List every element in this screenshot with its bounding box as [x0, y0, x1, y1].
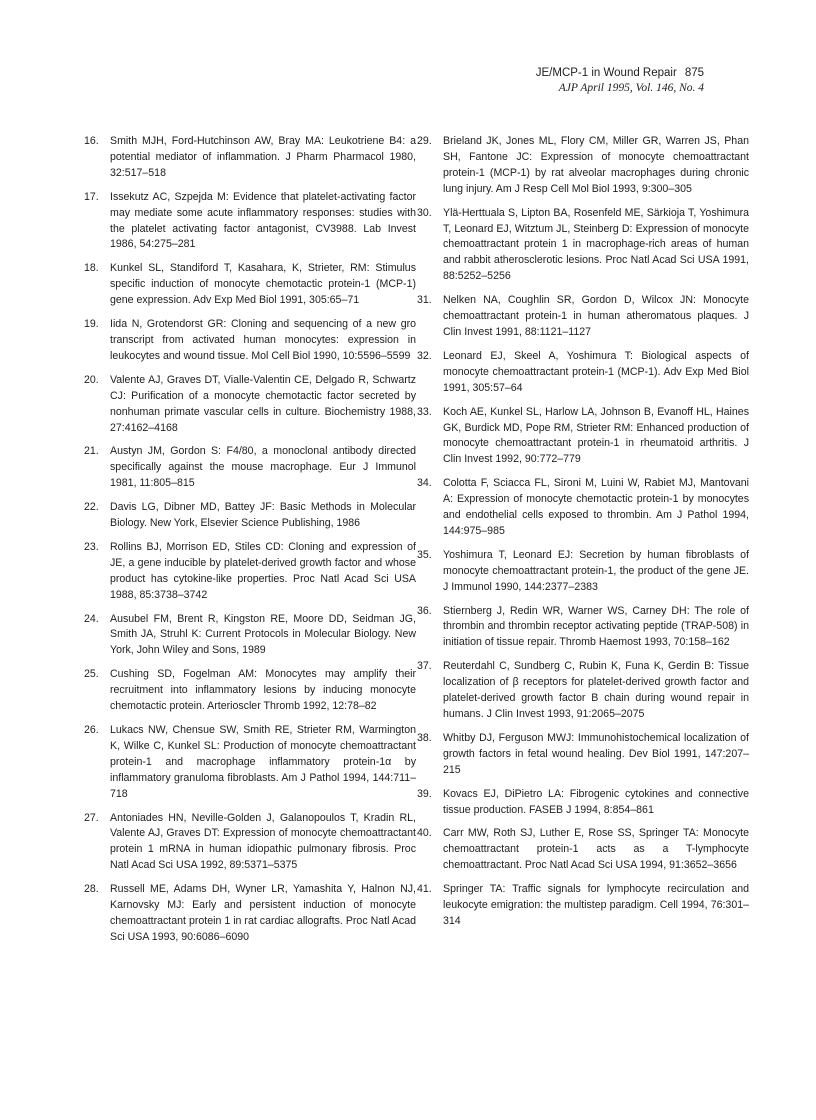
reference-text: Stiernberg J, Redin WR, Warner WS, Carney DH: The role of thrombin and thrombin receptor activating peptide (TRAP-508) in initiation of tissue repair. Thromb Haemost 1993, 70:158–162	[443, 604, 749, 649]
reference-entry	[417, 604, 749, 652]
reference-text: Kunkel SL, Standiford T, Kasahara, K, Strieter, RM: Stimulus specific induction of monocyte chemotactic protein-1 (MCP-1) gene expression. Adv Exp Med Biol 1991, 305:65–71	[110, 262, 416, 307]
reference-text: Yoshimura T, Leonard EJ: Secretion by human fibroblasts of monocyte chemoattractant protein-1, the product of the gene JE. J Immunol 1990, 144:2377–2383	[443, 548, 749, 593]
reference-number: 21.	[84, 445, 99, 458]
reference-number: 23.	[84, 540, 99, 553]
reference-number: 34.	[417, 477, 432, 490]
reference-entry	[417, 476, 749, 540]
reference-entry	[84, 190, 416, 254]
reference-entry	[417, 134, 749, 198]
reference-number: 39.	[417, 787, 432, 800]
page-number: 875	[684, 67, 704, 79]
reference-text: Smith MJH, Ford-Hutchinson AW, Bray MA: Leukotriene B4: a potential mediator of inflammation. J Pharm Pharmacol 1980, 32:517–518	[110, 135, 416, 179]
reference-number: 29.	[417, 135, 432, 147]
reference-text: Leonard EJ, Skeel A, Yoshimura T: Biological aspects of monocyte chemoattractant protein-1 (MCP-1). Adv Exp Med Biol 1991, 305:57–64	[443, 349, 749, 394]
reference-number: 27.	[84, 811, 99, 824]
reference-number: 36.	[417, 604, 432, 617]
reference-number: 37.	[417, 660, 432, 673]
reference-number: 19.	[84, 318, 99, 331]
reference-entry	[84, 134, 416, 182]
reference-number: 40.	[417, 827, 432, 840]
reference-entry	[417, 731, 749, 779]
reference-entry	[84, 811, 416, 875]
reference-entry	[84, 500, 416, 532]
reference-text: Russell ME, Adams DH, Wyner LR, Yamashita Y, Halnon NJ, Karnovsky MJ: Early and persistent induction of monocyte chemoattractant protein 1 in rat cardiac allografts. Proc Natl Acad Sci USA 1993, 90:6086–6090	[110, 883, 416, 943]
reference-entry	[84, 612, 416, 660]
reference-number: 28.	[84, 883, 99, 896]
reference-entry	[417, 405, 749, 469]
reference-number: 41.	[417, 883, 432, 896]
reference-entry	[84, 540, 416, 604]
reference-entry	[84, 667, 416, 715]
reference-text: Iida N, Grotendorst GR: Cloning and sequencing of a new gro transcript from activated human monocytes: expression in leukocytes and wound tissue. Mol Cell Biol 1990, 10:5596–5599	[110, 318, 416, 362]
reference-number: 26.	[84, 724, 99, 736]
reference-text: Brieland JK, Jones ML, Flory CM, Miller GR, Warren JS, Phan SH, Fantone JC: Expression of monocyte chemoattractant protein-1 (MCP-1) by rat alveolar macrophages during chronic lung injury. Am J Resp Cell Mol Biol 1993, 9:300–305	[443, 135, 749, 195]
reference-text: Reuterdahl C, Sundberg C, Rubin K, Funa K, Gerdin B: Tissue localization of β receptors for platelet-derived growth factor and platelet-derived growth factor B chain during wound repair in humans. J Clin Invest 1993, 91:2065–2075	[443, 660, 749, 720]
reference-text: Koch AE, Kunkel SL, Harlow LA, Johnson B, Evanoff HL, Haines GK, Burdick MD, Pope RM, Strieter RM: Enhanced production of monocyte chemoattractant protein-1 in rheumatoid arthritis. J Clin Invest 1992, 90:772–779	[443, 405, 749, 466]
reference-entry	[84, 882, 416, 946]
reference-number: 17.	[84, 190, 99, 203]
reference-entry	[417, 882, 749, 930]
reference-number: 32.	[417, 349, 432, 362]
reference-number: 31.	[417, 294, 432, 307]
reference-text: Rollins BJ, Morrison ED, Stiles CD: Cloning and expression of JE, a gene inducible by platelet-derived growth factor and whose product has cytokine-like properties. Proc Natl Acad Sci USA 1988, 85:3738–3742	[110, 540, 416, 601]
reference-entry	[417, 206, 749, 286]
reference-text: Austyn JM, Gordon S: F4/80, a monoclonal antibody directed specifically against the mouse macrophage. Eur J Immunol 1981, 11:805–815	[110, 445, 416, 490]
reference-number: 35.	[417, 548, 432, 561]
reference-entry	[84, 261, 416, 309]
reference-number: 30.	[417, 206, 432, 219]
reference-number: 20.	[84, 373, 99, 386]
references-right-column	[417, 134, 749, 938]
journal-citation-line: AJP April 1995, Vol. 146, No. 4	[558, 82, 704, 94]
reference-text: Ylä-Herttuala S, Lipton BA, Rosenfeld ME, Särkioja T, Yoshimura T, Leonard EJ, Witztum JL, Steinberg D: Expression of monocyte chemoattractant protein 1 in macrophage-rich areas of human and rabbit atherosclerotic lesions. Proc Natl Acad Sci USA 1991, 88:5252–5256	[443, 206, 749, 283]
reference-entry	[417, 293, 749, 341]
running-title: JE/MCP-1 in Wound Repair	[535, 67, 677, 79]
reference-text: Valente AJ, Graves DT, Vialle-Valentin CE, Delgado R, Schwartz CJ: Purification of a monocyte chemotactic factor secreted by nonhuman primate vascular cells in culture. Biochemistry 1988, 27:4162–4168	[110, 373, 416, 434]
reference-text: Springer TA: Traffic signals for lymphocyte recirculation and leukocyte emigration: the multistep paradigm. Cell 1994, 76:301–314	[443, 883, 749, 927]
reference-entry	[84, 723, 416, 803]
reference-text: Colotta F, Sciacca FL, Sironi M, Luini W, Rabiet MJ, Mantovani A: Expression of monocyte chemotactic protein-1 by monocytes and endothelial cells exposed to thrombin. Am J Pathol 1994, 144:975–985	[443, 477, 749, 537]
reference-text: Cushing SD, Fogelman AM: Monocytes may amplify their recruitment into inflammatory lesions by inducing monocyte chemotactic protein. Arterioscler Thromb 1992, 12:78–82	[110, 668, 416, 713]
reference-text: Whitby DJ, Ferguson MWJ: Immunohistochemical localization of growth factors in fetal wound healing. Dev Biol 1991, 147:207–215	[443, 731, 749, 776]
reference-number: 38.	[417, 731, 432, 744]
reference-text: Carr MW, Roth SJ, Luther E, Rose SS, Springer TA: Monocyte chemoattractant protein-1 acts as a T-lymphocyte chemoattractant. Proc Natl Acad Sci USA 1994, 91:3652–3656	[443, 827, 749, 872]
reference-entry	[84, 317, 416, 365]
reference-entry	[84, 444, 416, 492]
reference-entry	[417, 548, 749, 596]
reference-text: Nelken NA, Coughlin SR, Gordon D, Wilcox JN: Monocyte chemoattractant protein-1 in human atheromatous plaques. J Clin Invest 1991, 88:1121–1127	[443, 294, 749, 338]
reference-number: 25.	[84, 668, 99, 681]
reference-text: Antoniades HN, Neville-Golden J, Galanopoulos T, Kradin RL, Valente AJ, Graves DT: Expression of monocyte chemoattractant protein 1 mRNA in human idiopathic pulmonary fibrosis. Proc Natl Acad Sci USA 1992, 89:5371–5375	[110, 811, 416, 872]
reference-text: Lukacs NW, Chensue SW, Smith RE, Strieter RM, Warmington K, Wilke C, Kunkel SL: Production of monocyte chemoattractant protein-1 and macrophage inflammatory protein-1α by inflammatory granuloma fibroblasts. Am J Pathol 1994, 144:711–718	[110, 724, 416, 800]
reference-number: 16.	[84, 135, 99, 147]
reference-entry	[417, 787, 749, 819]
reference-entry	[417, 659, 749, 723]
reference-number: 18.	[84, 262, 99, 275]
reference-entry	[417, 826, 749, 874]
reference-number: 33.	[417, 405, 432, 418]
reference-entry	[417, 349, 749, 397]
reference-number: 24.	[84, 612, 99, 625]
references-left-column	[84, 134, 416, 954]
reference-text: Davis LG, Dibner MD, Battey JF: Basic Methods in Molecular Biology. New York, Elsevier Science Publishing, 1986	[110, 501, 416, 530]
reference-text: Kovacs EJ, DiPietro LA: Fibrogenic cytokines and connective tissue production. FASEB J 1994, 8:854–861	[443, 787, 749, 816]
reference-text: Issekutz AC, Szpejda M: Evidence that platelet-activating factor may mediate some acute inflammatory responses: studies with the platelet activating factor antagonist, CV3988. Lab Invest 1986, 54:275–281	[110, 190, 416, 251]
header-top-line	[536, 66, 704, 81]
reference-number: 22.	[84, 501, 99, 514]
page-header	[536, 66, 704, 95]
reference-entry	[84, 373, 416, 437]
reference-text: Ausubel FM, Brent R, Kingston RE, Moore DD, Seidman JG, Smith JA, Struhl K: Current Protocols in Molecular Biology. New York, John Wiley and Sons, 1989	[110, 612, 416, 657]
